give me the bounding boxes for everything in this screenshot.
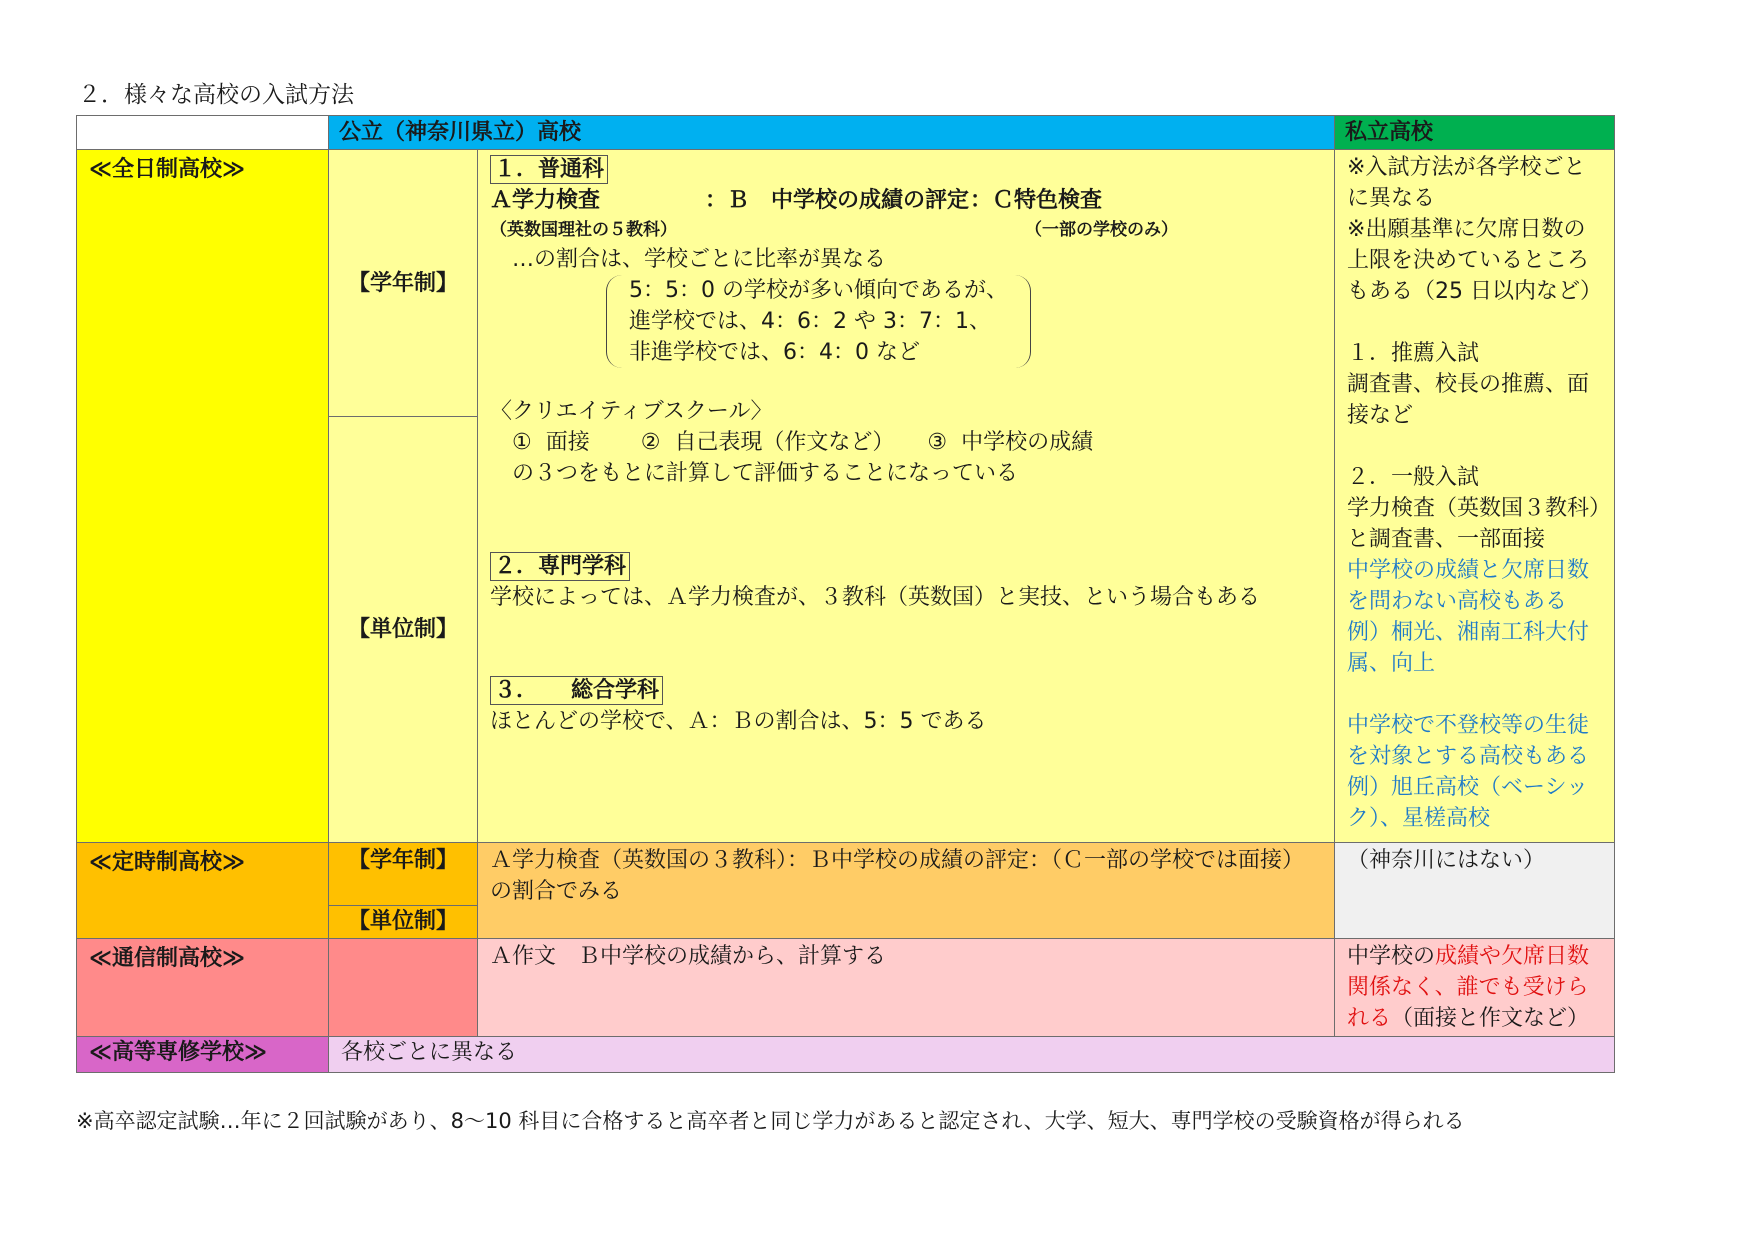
- ratio-line-3: 非進学校では、6：4：0 など: [629, 340, 920, 365]
- private-blue-line: 中学校で不登校等の生徒を対象とする高校もある: [1347, 713, 1590, 769]
- private-blue-line: 例）桐光、湘南工科大付属、向上: [1347, 620, 1590, 676]
- parttime-credit-system: 【単位制】: [329, 906, 478, 939]
- creative-school-heading: 〈クリエイティブスクール〉: [490, 399, 773, 424]
- parttime-grade-system: 【学年制】: [329, 843, 478, 906]
- specialized-label: ≪高等専修学校≫: [77, 1037, 329, 1073]
- correspondence-private-pre: 中学校の: [1347, 944, 1436, 969]
- fulltime-label: ≪全日制高校≫: [77, 150, 329, 843]
- ratio-line-1: 5：5：0 の学校が多い傾向であるが、: [629, 278, 1008, 303]
- parttime-row-1: [77, 843, 1615, 906]
- correspondence-private-content: [1335, 939, 1615, 1037]
- exam-b: ：Ｂ 中学校の成績の評定: [705, 188, 970, 213]
- specialized-course-text: 学校によっては、Ａ学力検査が、３教科（英数国）と実技、という場合もある: [490, 585, 1261, 610]
- correspondence-private-post: （面接と作文など）: [1391, 1006, 1590, 1031]
- exam-a: Ａ学力検査: [490, 188, 601, 213]
- admission-table: [76, 115, 1615, 1073]
- private-blue-line: 例）旭丘高校（ベーシック）、星槎高校: [1347, 775, 1589, 831]
- private-line: 学力検査（英数国３教科）と調査書、一部面接: [1347, 496, 1601, 552]
- ratio-bracket: [606, 275, 1031, 368]
- parttime-public-content: Ａ学力検査（英数国の３教科）：Ｂ中学校の成績の評定：（Ｃ一部の学校では面接）の割合でみる: [478, 843, 1335, 939]
- private-line: １．推薦入試: [1347, 341, 1480, 366]
- private-line: ※入試方法が各学校ごとに異なる: [1347, 155, 1586, 211]
- exam-components: [490, 185, 1322, 216]
- footnote: ※高卒認定試験…年に２回試験があり、8～10 科目に合格すると高卒者と同じ学力があると認定され、大学、短大、専門学校の受験資格が得られる: [76, 1109, 1465, 1133]
- header-row: [77, 116, 1615, 150]
- exam-c-note: （一部の学校のみ）: [1025, 220, 1178, 240]
- parttime-private-content: （神奈川にはない）: [1335, 843, 1615, 939]
- parttime-label: ≪定時制高校≫: [77, 843, 329, 939]
- private-blue-line: 中学校の成績と欠席日数を問わない高校もある: [1347, 558, 1590, 614]
- creative-school-items: ① 面接 ② 自己表現（作文など） ③ 中学校の成績: [512, 430, 1094, 455]
- header-empty-cell: [77, 116, 329, 150]
- correspondence-public-content: Ａ作文 Ｂ中学校の成績から、計算する: [478, 939, 1335, 1037]
- correspondence-system-cell: [329, 939, 478, 1037]
- integrated-course-heading: ３． 総合学科: [490, 676, 663, 705]
- private-line: [1347, 431, 1602, 462]
- ratio-intro: …の割合は、学校ごとに比率が異なる: [512, 247, 887, 272]
- private-line: ※出願基準に欠席日数の上限を決めているところもある（25 日以内など）: [1347, 217, 1603, 304]
- private-line: 調査書、校長の推薦、面接など: [1347, 372, 1590, 428]
- general-course-heading: １．普通科: [490, 155, 608, 184]
- fulltime-grade-system: 【学年制】: [329, 150, 478, 417]
- exam-notes: [490, 216, 1322, 244]
- specialized-row: [77, 1037, 1615, 1073]
- header-public: 公立（神奈川県立）高校: [329, 116, 1335, 150]
- correspondence-row: [77, 939, 1615, 1037]
- page-title: ２．様々な高校の入試方法: [78, 82, 354, 108]
- private-line: [1347, 307, 1602, 338]
- creative-school-note: の３つをもとに計算して評価することになっている: [512, 461, 1019, 486]
- header-private: 私立高校: [1335, 116, 1615, 150]
- integrated-course-text: ほとんどの学校で、Ａ：Ｂの割合は、5：5 である: [490, 709, 987, 734]
- specialized-course-heading: ２．専門学科: [490, 552, 630, 581]
- fulltime-row-1: [77, 150, 1615, 417]
- fulltime-public-content: [478, 150, 1335, 843]
- fulltime-private-content: [1335, 150, 1615, 843]
- fulltime-credit-system: 【単位制】: [329, 417, 478, 843]
- exam-a-note: （英数国理社の５教科）: [490, 220, 677, 240]
- private-line: ２．一般入試: [1347, 465, 1480, 490]
- correspondence-label: ≪通信制高校≫: [77, 939, 329, 1037]
- ratio-line-2: 進学校では、4：6：2 や 3：7：1、: [629, 309, 991, 334]
- specialized-content: 各校ごとに異なる: [329, 1037, 1615, 1073]
- exam-c: ：Ｃ特色検査: [970, 188, 1103, 213]
- correspondence-private-highlight: 成績や欠席日数関係なく、誰でも受けられる: [1347, 944, 1590, 1031]
